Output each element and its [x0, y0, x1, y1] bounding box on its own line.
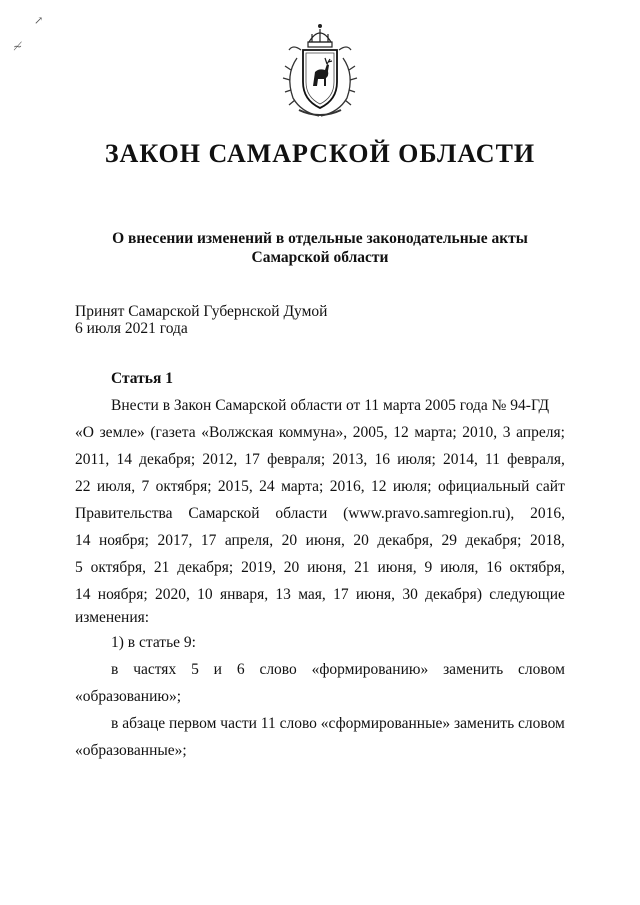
- adoption-date: 6 июля 2021 года: [75, 320, 188, 337]
- body-line: 14 ноября; 2017, 17 апреля, 20 июня, 20 декабря, 29 декабря; 2018,: [75, 532, 565, 549]
- law-title: ЗАКОН САМАРСКОЙ ОБЛАСТИ: [104, 139, 536, 168]
- body-line: 5 октября, 21 декабря; 2019, 20 июня, 21 июня, 9 июля, 16 октября,: [75, 559, 565, 576]
- adoption-note: Принят Самарской Губернской Думой: [75, 303, 328, 320]
- body-line: в частях 5 и 6 слово «формированию» заменить словом: [111, 661, 565, 678]
- body-line: «О земле» (газета «Волжская коммуна», 2005, 12 марта; 2010, 3 апреля;: [75, 424, 565, 441]
- scan-mark-top: ↗: [34, 15, 44, 27]
- body-line: Внести в Закон Самарской области от 11 марта 2005 года № 94-ГД: [111, 397, 550, 414]
- body-line: «образованные»;: [75, 742, 187, 759]
- body-line: в абзаце первом части 11 слово «сформированные» заменить словом: [111, 715, 565, 732]
- body-line: Правительства Самарской области (www.pravo.samregion.ru), 2016,: [75, 505, 565, 522]
- list-item-heading: 1) в статье 9:: [111, 634, 196, 651]
- body-line: 2011, 14 декабря; 2012, 17 февраля; 2013, 16 июля; 2014, 11 февраля,: [75, 451, 565, 468]
- body-line: 14 ноября; 2020, 10 января, 13 мая, 17 июня, 30 декабря) следующие: [75, 586, 565, 603]
- body-line: изменения:: [75, 609, 150, 626]
- law-subtitle-line-1: О внесении изменений в отдельные законодательные акты: [112, 230, 528, 247]
- body-line: 22 июля, 7 октября; 2015, 24 марта; 2016, 12 июля; официальный сайт: [75, 478, 565, 495]
- article-heading: Статья 1: [111, 370, 173, 387]
- law-subtitle-line-2: Самарской области: [251, 249, 389, 266]
- body-line: «образованию»;: [75, 688, 182, 705]
- scan-mark-left: ≁: [13, 41, 23, 53]
- coat-of-arms-icon: [279, 20, 361, 120]
